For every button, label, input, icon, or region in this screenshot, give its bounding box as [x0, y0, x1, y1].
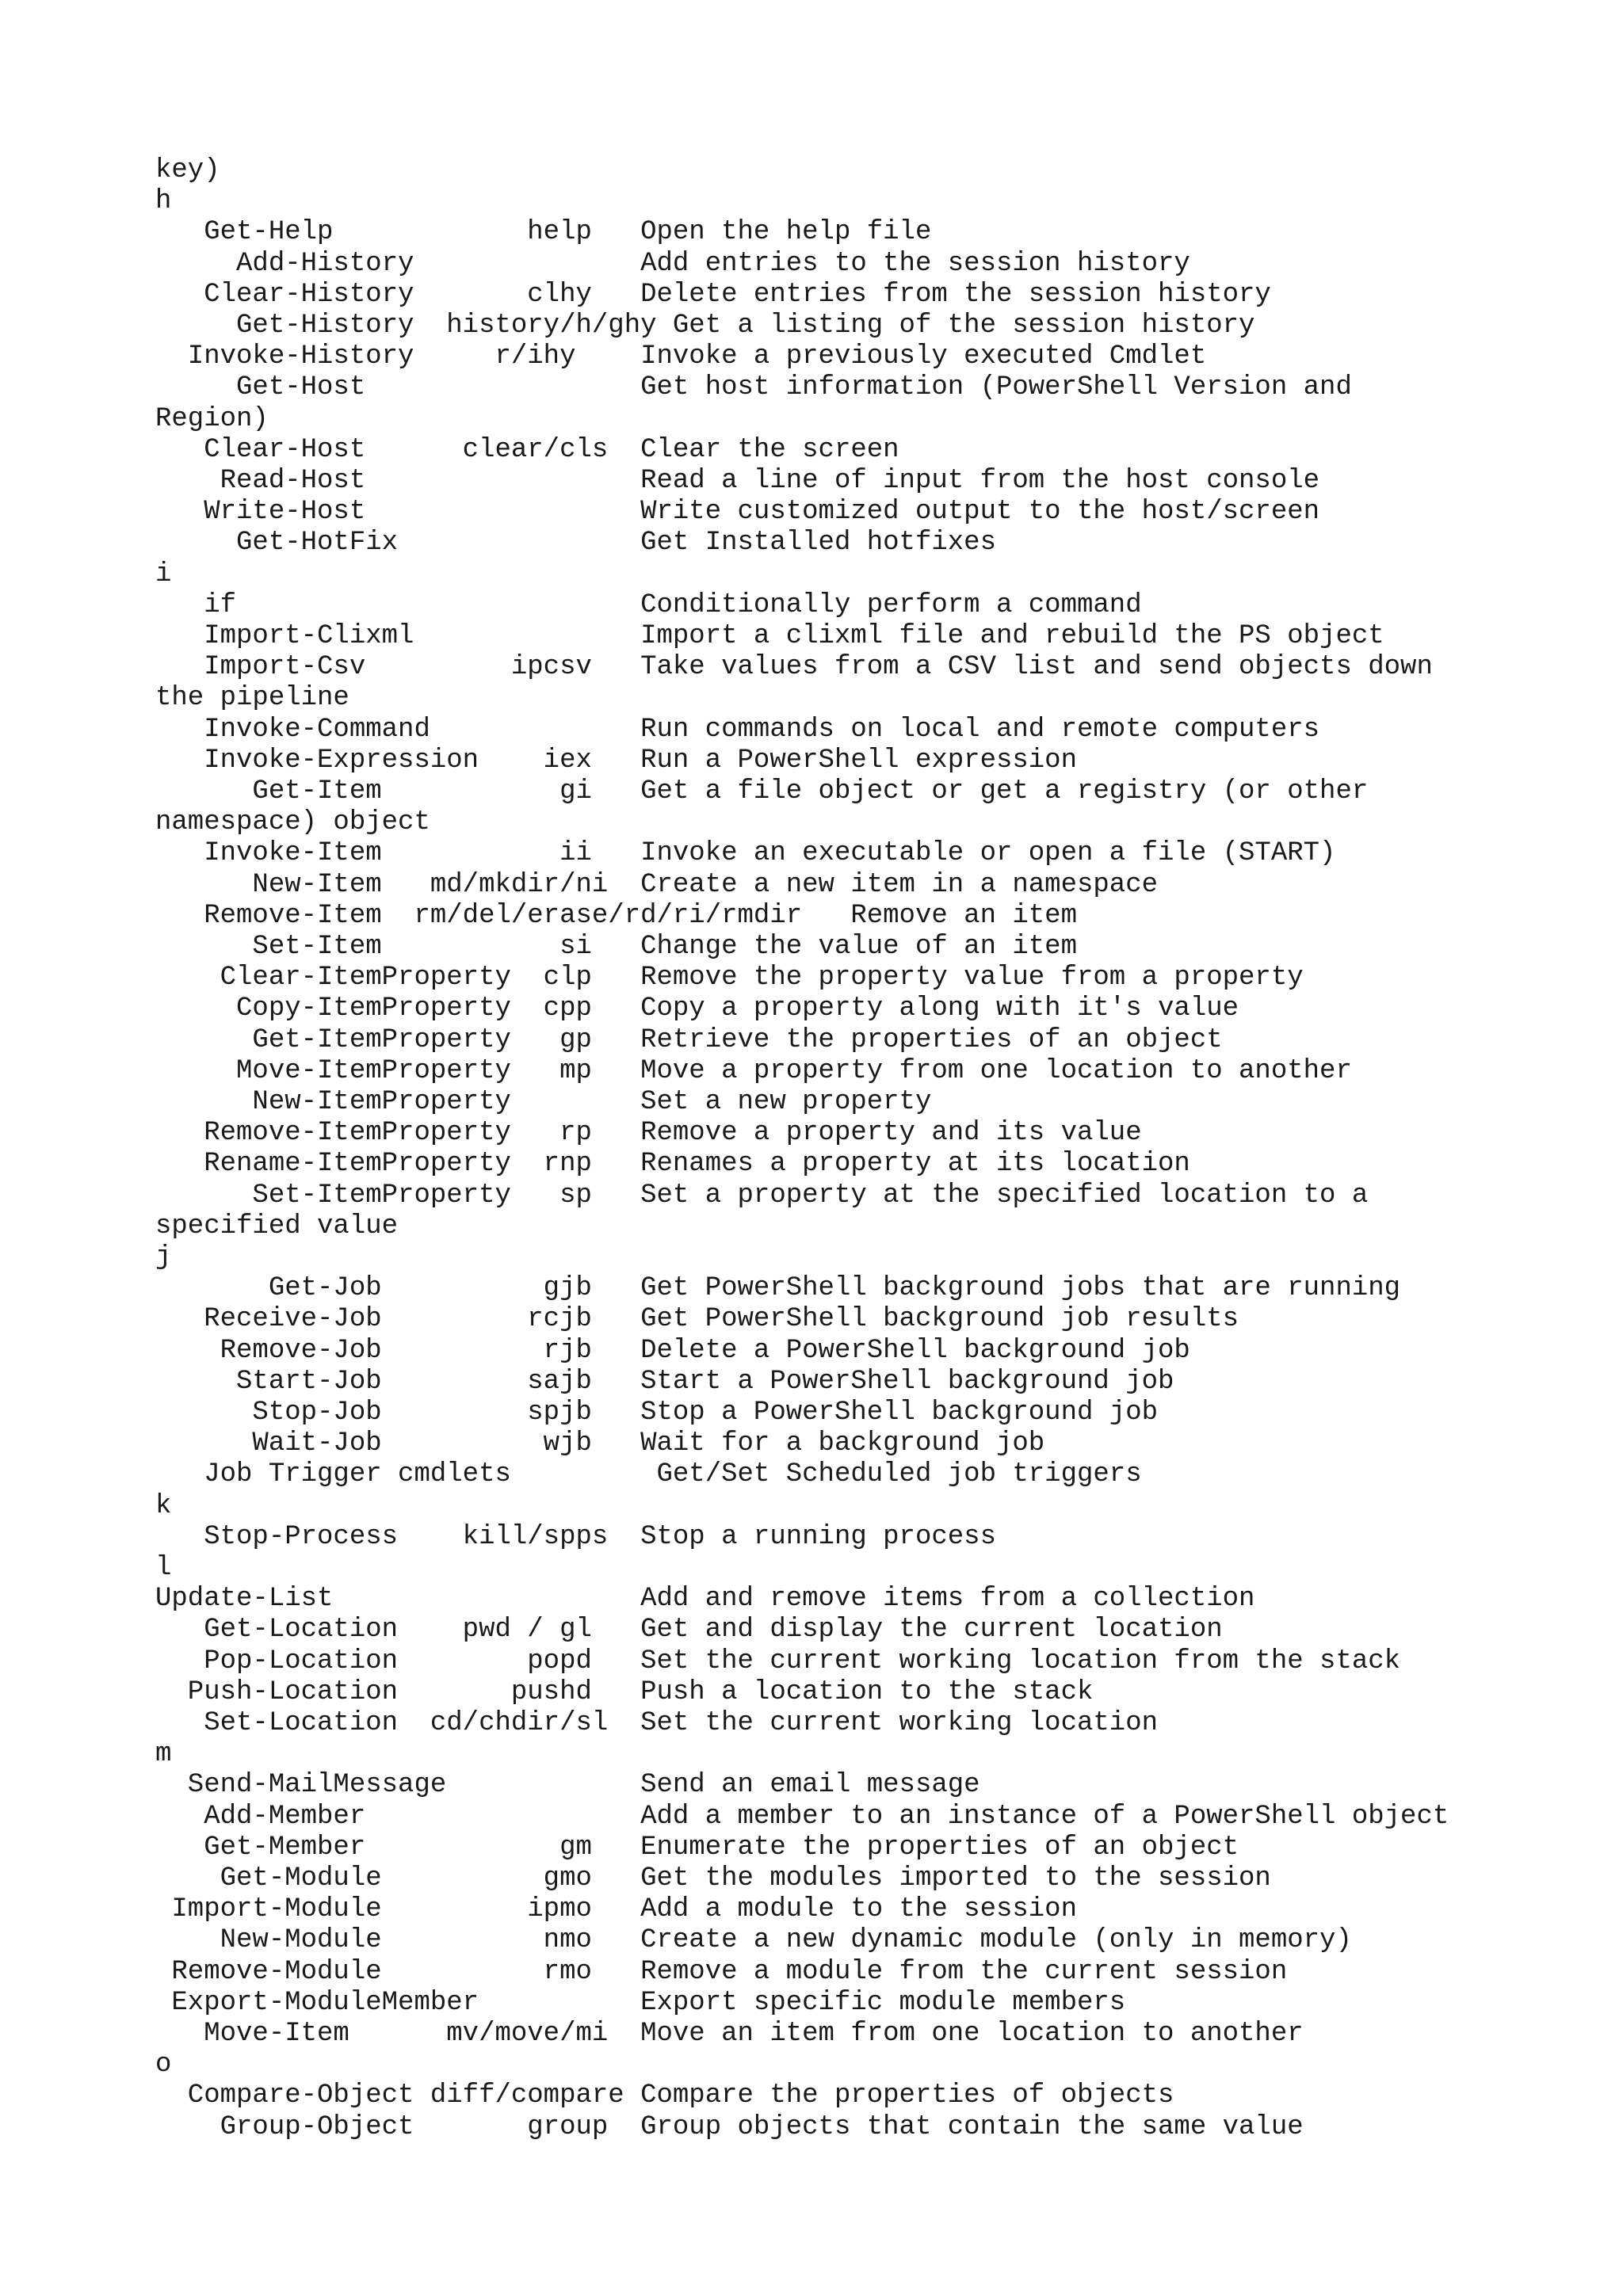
text-line: Get-HotFix Get Installed hotfixes [155, 528, 996, 559]
text-line: Get-ItemProperty gp Retrieve the properties of an object [155, 1024, 1223, 1055]
text-line: Compare-Object diff/compare Compare the properties of objects [155, 2081, 1174, 2111]
text-line: Import-Clixml Import a clixml file and rebuild the PS object [155, 621, 1384, 651]
text-line: Send-MailMessage Send an email message [155, 1770, 980, 1801]
text-line: specified value [155, 1211, 399, 1241]
text-line: m [155, 1739, 172, 1770]
text-line: Add-History Add entries to the session history [155, 248, 1190, 279]
text-line: Get-Help help Open the help file [155, 217, 932, 248]
text-line: Move-Item mv/move/mi Move an item from one location to another [155, 2019, 1304, 2049]
text-line: Get-Location pwd / gl Get and display the current location [155, 1615, 1223, 1646]
text-line: New-Module nmo Create a new dynamic module (only in memory) [155, 1925, 1352, 1956]
text-line: Copy-ItemProperty cpp Copy a property along with it's value [155, 994, 1239, 1024]
text-line: key) [155, 155, 220, 185]
text-line: Import-Module ipmo Add a module to the session [155, 1894, 1077, 1925]
text-line: Stop-Process kill/spps Stop a running process [155, 1521, 996, 1552]
text-line: New-Item md/mkdir/ni Create a new item in a namespace [155, 869, 1159, 900]
text-line: Add-Member Add a member to an instance of a PowerShell object [155, 1801, 1449, 1832]
text-line: Wait-Job wjb Wait for a background job [155, 1428, 1045, 1459]
text-line: i [155, 559, 172, 589]
text-line: Set-Item si Change the value of an item [155, 932, 1077, 962]
text-line: Clear-Host clear/cls Clear the screen [155, 434, 899, 465]
text-line: Update-List Add and remove items from a collection [155, 1584, 1255, 1615]
text-line: Get-Host Get host information (PowerShell Version and [155, 372, 1352, 403]
text-line: namespace) object [155, 807, 430, 838]
document-page [155, 155, 1582, 2215]
text-line: Group-Object group Group objects that contain the same value [155, 2111, 1304, 2142]
text-line: Invoke-History r/ihy Invoke a previously executed Cmdlet [155, 341, 1207, 372]
text-line: Write-Host Write customized output to the host/screen [155, 497, 1320, 528]
text-line: Job Trigger cmdlets Get/Set Scheduled job triggers [155, 1459, 1142, 1490]
text-line: Remove-Item rm/del/erase/rd/ri/rmdir Remove an item [155, 900, 1077, 931]
text-line: Receive-Job rcjb Get PowerShell background job results [155, 1304, 1239, 1335]
text-line: Export-ModuleMember Export specific module members [155, 1987, 1126, 2018]
text-line: o [155, 2050, 172, 2081]
text-line: Get-Member gm Enumerate the properties of an object [155, 1832, 1239, 1863]
text-line: Get-Module gmo Get the modules imported to the session [155, 1863, 1271, 1894]
text-line: Clear-ItemProperty clp Remove the property value from a property [155, 963, 1304, 994]
text-line: Get-Job gjb Get PowerShell background jobs that are running [155, 1273, 1401, 1304]
text-line: Invoke-Item ii Invoke an executable or open a file (START) [155, 838, 1336, 869]
text-line: the pipeline [155, 683, 349, 714]
text-line: Read-Host Read a line of input from the host console [155, 466, 1320, 496]
text-line: Region) [155, 403, 269, 434]
text-line: Move-ItemProperty mp Move a property from one location to another [155, 1055, 1352, 1086]
text-line: Import-Csv ipcsv Take values from a CSV list and send objects down [155, 652, 1433, 683]
text-line: Invoke-Command Run commands on local and remote computers [155, 714, 1320, 745]
text-line: Remove-ItemProperty rp Remove a property and its value [155, 1118, 1142, 1149]
text-line: Stop-Job spjb Stop a PowerShell background job [155, 1398, 1159, 1428]
text-line: k [155, 1490, 172, 1521]
text-line: Pop-Location popd Set the current working location from the stack [155, 1646, 1401, 1676]
text-line: Invoke-Expression iex Run a PowerShell expression [155, 745, 1077, 776]
text-line: Set-ItemProperty sp Set a property at the specified location to a [155, 1180, 1369, 1211]
text-line: Start-Job sajb Start a PowerShell background job [155, 1366, 1174, 1397]
text-line: Rename-ItemProperty rnp Renames a property at its location [155, 1149, 1190, 1180]
text-line: Get-Item gi Get a file object or get a registry (or other [155, 776, 1369, 807]
text-line: l [155, 1553, 172, 1583]
text-line: Get-History history/h/ghy Get a listing of the session history [155, 311, 1255, 341]
text-line: Remove-Job rjb Delete a PowerShell background job [155, 1335, 1190, 1366]
text-line: Set-Location cd/chdir/sl Set the current working location [155, 1708, 1159, 1738]
text-line: Push-Location pushd Push a location to the stack [155, 1676, 1094, 1707]
text-line: Remove-Module rmo Remove a module from the current session [155, 1956, 1288, 1987]
text-line: New-ItemProperty Set a new property [155, 1087, 932, 1117]
text-line: j [155, 1242, 172, 1272]
text-line: Clear-History clhy Delete entries from the session history [155, 279, 1271, 310]
text-line: if Conditionally perform a command [155, 589, 1142, 620]
text-line: h [155, 186, 172, 217]
